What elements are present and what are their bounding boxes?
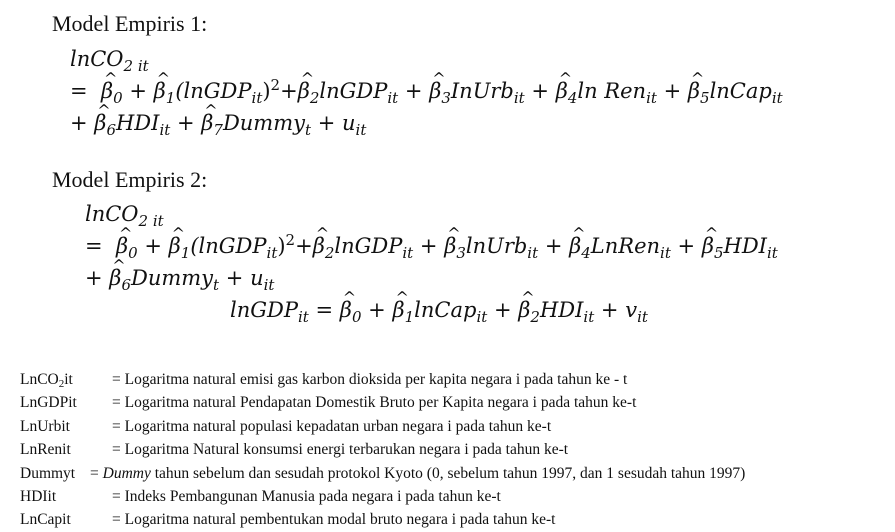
model2-equation-line2: = ^ $\beta_0$ + ^ $\beta_1(lnGDP_{it})^2+\^{}$ $\beta_2lnGDP_{it}$ + ^ $\beta_3lnUrb_{it}$ + ^ $\beta_4LnRen_{it}$ + ^ $\beta_5HDI_{it}$	[85, 232, 778, 260]
model1-lhs: lnCO$_{2 it}$	[70, 47, 149, 75]
definition-text: = Logaritma natural pembentukan modal bruto negara i pada tahun ke-t	[112, 511, 556, 529]
definition-term: LnCapit	[20, 511, 71, 529]
definition-text: = Logaritma natural Pendapatan Domestik Bruto per Kapita negara i pada tahun ke-t	[112, 394, 637, 412]
beta-hat-1: ^ β	[154, 77, 166, 105]
model2-equation-line4: lnGDP$_{it}$ = ^ $\beta_0$ + ^ $\beta_1lnCap_{it}$ + ^ $\beta_2HDI_{it} + v_{it}$	[230, 296, 648, 324]
beta-hat-2: ^ β	[313, 232, 325, 260]
beta-hat-4: ^ β	[556, 77, 568, 105]
beta-hat-1: ^ β	[392, 296, 404, 324]
model2-equation-line3: + ^ $\beta_6Dummy_t + u_{it}$	[85, 264, 274, 292]
beta-hat-1: ^ β	[169, 232, 181, 260]
definition-text: = Logaritma natural emisi gas karbon dioksida per kapita negara i pada tahun ke - t	[112, 371, 628, 388]
model1-equation-line2: = ^ $\beta_0$ + ^ $\beta_1(lnGDP_{it})^2+\^{}$ $\beta_2lnGDP_{it}$ + ^ $\beta_3InUrb_{it}$ + ^ $\beta_4\ln$ Ren$_{it}$ + ^ $\beta_5lnCap_{it}$	[70, 77, 783, 105]
definition-text: = Logaritma natural populasi kepadatan urban negara i pada tahun ke-t	[112, 417, 552, 435]
beta-hat-2: ^ β	[298, 77, 310, 105]
beta-hat-4: ^ β	[569, 232, 581, 260]
definition-text: = Logaritma Natural konsumsi energi terbarukan negara i pada tahun ke-t	[112, 441, 569, 459]
beta-hat-3: ^ β	[429, 77, 441, 105]
beta-hat-0: ^ β	[101, 77, 113, 105]
beta-hat-0: ^ β	[340, 296, 352, 324]
beta-hat-5: ^ β	[702, 232, 714, 260]
beta-hat-6: ^ β	[94, 109, 106, 137]
definition-term: LnGDPit	[20, 394, 77, 412]
beta-hat-2: ^ β	[518, 296, 530, 324]
model2-lhs: lnCO$_{2 it}$	[85, 202, 164, 230]
model1-equation-line3: + ^ $\beta_6HDI_{it}$ + ^ $\beta_7Dummy_t + u_{it}$	[70, 109, 366, 137]
beta-hat-5: ^ β	[688, 77, 700, 105]
model1-heading: Model Empiris 1:	[52, 11, 208, 36]
model2-heading: Model Empiris 2:	[52, 167, 208, 192]
definition-term: HDIit	[20, 487, 57, 505]
definition-term: LnUrbit	[20, 417, 70, 435]
definition-term: Dummyt	[20, 464, 76, 482]
definition-text: = Indeks Pembangunan Manusia pada negara i pada tahun ke-t	[112, 487, 501, 505]
beta-hat-7: ^ β	[201, 109, 213, 137]
beta-hat-3: ^ β	[444, 232, 456, 260]
definition-term: LnCO$_2$it	[20, 371, 73, 390]
beta-hat-0: ^ β	[116, 232, 128, 260]
beta-hat-6: ^ β	[109, 264, 121, 292]
definition-text: = Dummy tahun sebelum dan sesudah protokol Kyoto (0, sebelum tahun 1997, dan 1 sesudah tahun 1997)	[90, 464, 746, 482]
definition-term: LnRenit	[20, 441, 71, 459]
